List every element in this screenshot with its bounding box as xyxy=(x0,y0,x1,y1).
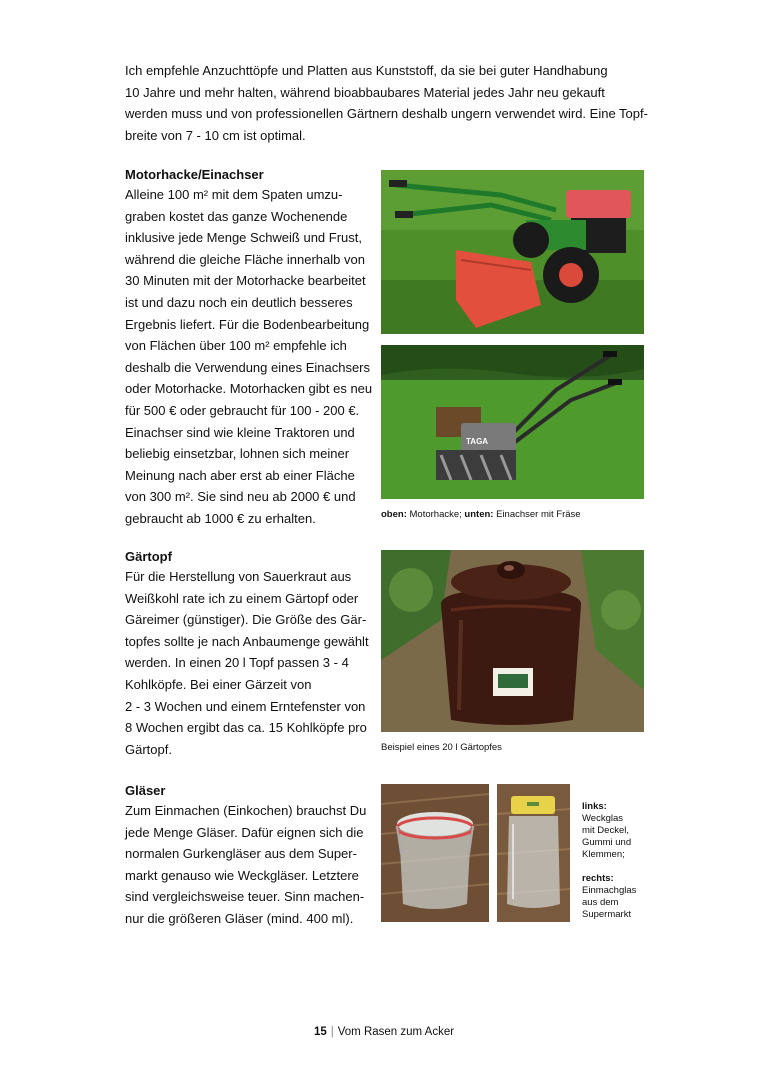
motorhacke-line: Meinung nach aber erst ab einer Fläche xyxy=(125,467,355,483)
glaeser-caption xyxy=(582,801,652,921)
intro-line: 10 Jahre und mehr halten, während bioabbaubares Material jedes Jahr neu gekauft xyxy=(125,84,605,100)
motorhacke-line: ist und dazu noch ein deutlich besseres xyxy=(125,294,353,310)
caption-left-label: links: xyxy=(582,801,607,812)
caption-bottom-text: Einachser mit Fräse xyxy=(496,509,581,520)
motorhacke-photo xyxy=(381,170,644,334)
einachser-brand-label: TAGA xyxy=(466,437,489,446)
gaertopf-line: topfes sollte je nach Anbaumenge gewählt xyxy=(125,633,369,649)
motorhacke-line: inklusive jede Menge Schweiß und Frust, xyxy=(125,230,363,246)
gaertopf-line: Gärtopf. xyxy=(125,741,172,757)
gaertopf-paragraph xyxy=(125,566,369,760)
intro-line: Ich empfehle Anzuchttöpfe und Platten aus Kunststoff, da sie bei guter Handhabung xyxy=(125,63,608,78)
motorhacke-line: beliebig einsetzbar, lohnen sich meiner xyxy=(125,446,350,462)
caption-top-label: oben: xyxy=(381,509,407,520)
glaeser-line: jede Menge Gläser. Dafür eignen sich die xyxy=(125,824,364,840)
motorhacke-line: Alleine 100 m² mit dem Spaten umzu- xyxy=(125,187,343,202)
gaertopf-line: Kohlköpfe. Bei einer Gärzeit von xyxy=(125,676,312,692)
page-number: 15 xyxy=(313,1026,327,1038)
glaeser-line: sind vergleichsweise teuer. Sinn machen- xyxy=(125,889,365,905)
caption-right-label: rechts: xyxy=(582,873,614,884)
motorhacke-line: 30 Minuten mit der Motorhacke bearbeitet xyxy=(125,273,366,289)
caption-right-line: Supermarkt xyxy=(582,909,632,920)
motorhacke-line: während die gleiche Fläche innerhalb von xyxy=(125,251,365,267)
caption-bottom-label: unten: xyxy=(464,509,494,520)
page-footer xyxy=(0,1026,768,1038)
intro-paragraph xyxy=(125,60,648,146)
gaertopf-photo xyxy=(381,550,644,732)
glaeser-line: Zum Einmachen (Einkochen) brauchst Du xyxy=(125,803,367,818)
caption-right-line: aus dem xyxy=(582,897,619,908)
glaeser-line: markt genauso wie Weckgläser. Letztere xyxy=(125,867,359,883)
caption-left-line: Gummi und xyxy=(582,837,632,848)
footer-separator: | xyxy=(330,1026,334,1038)
motorhacke-caption xyxy=(381,509,581,521)
glaeser-paragraph xyxy=(125,800,366,930)
motorhacke-line: von 300 m². Sie sind neu ab 2000 € und xyxy=(125,489,356,505)
motorhacke-line: oder Motorhacke. Motorhacken gibt es neu xyxy=(125,381,373,397)
motorhacke-line: für 500 € oder gebraucht für 100 - 200 €. xyxy=(125,402,360,418)
gaertopf-line: Weißkohl rate ich zu einem Gärtopf oder xyxy=(125,590,359,606)
intro-line: werden muss und von professionellen Gärtnern deshalb ungern verwendet wird. Eine Topf- xyxy=(125,106,648,122)
gaertopf-line: 8 Wochen ergibt das ca. 15 Kohlköpfe pro xyxy=(125,720,367,736)
intro-line: breite von 7 - 10 cm ist optimal. xyxy=(125,127,306,143)
gaertopf-heading: Gärtopf xyxy=(125,549,172,564)
caption-left-line: Klemmen; xyxy=(582,849,625,860)
motorhacke-line: Ergebnis liefert. Für die Bodenbearbeitung xyxy=(125,316,370,332)
glaeser-line: nur die größeren Gläser (mind. 400 ml). xyxy=(125,910,354,926)
glaeser-heading: Gläser xyxy=(125,783,166,798)
caption-right-line: Einmachglas xyxy=(582,885,637,896)
gaertopf-line: Für die Herstellung von Sauerkraut aus xyxy=(125,569,352,584)
motorhacke-line: Einachser sind wie kleine Traktoren und xyxy=(125,424,355,440)
einmachglas-photo xyxy=(497,784,570,922)
gaertopf-caption: Beispiel eines 20 l Gärtopfes xyxy=(381,742,502,753)
motorhacke-line: gebraucht ab 1000 € zu erhalten. xyxy=(125,510,316,526)
gaertopf-line: 2 - 3 Wochen und einem Erntefenster von xyxy=(125,698,366,714)
caption-left-line: mit Deckel, xyxy=(582,825,629,836)
motorhacke-heading: Motorhacke/Einachser xyxy=(125,167,264,182)
weckglas-photo xyxy=(381,784,489,922)
motorhacke-line: von Flächen über 100 m² empfehle ich xyxy=(125,338,347,354)
gaertopf-line: Gäreimer (günstiger). Die Größe des Gär- xyxy=(125,612,367,628)
motorhacke-line: deshalb die Verwendung eines Einachsers xyxy=(125,359,371,375)
book-title: Vom Rasen zum Acker xyxy=(337,1026,455,1038)
gaertopf-line: werden. In einen 20 l Topf passen 3 - 4 xyxy=(125,655,349,671)
glaeser-line: normalen Gurkengläser aus dem Super- xyxy=(125,846,357,862)
einachser-photo xyxy=(381,345,644,499)
caption-top-text: Motorhacke; xyxy=(409,509,462,520)
motorhacke-paragraph xyxy=(125,184,372,530)
caption-left-line: Weckglas xyxy=(582,813,624,824)
motorhacke-line: graben kostet das ganze Wochenende xyxy=(125,208,348,224)
